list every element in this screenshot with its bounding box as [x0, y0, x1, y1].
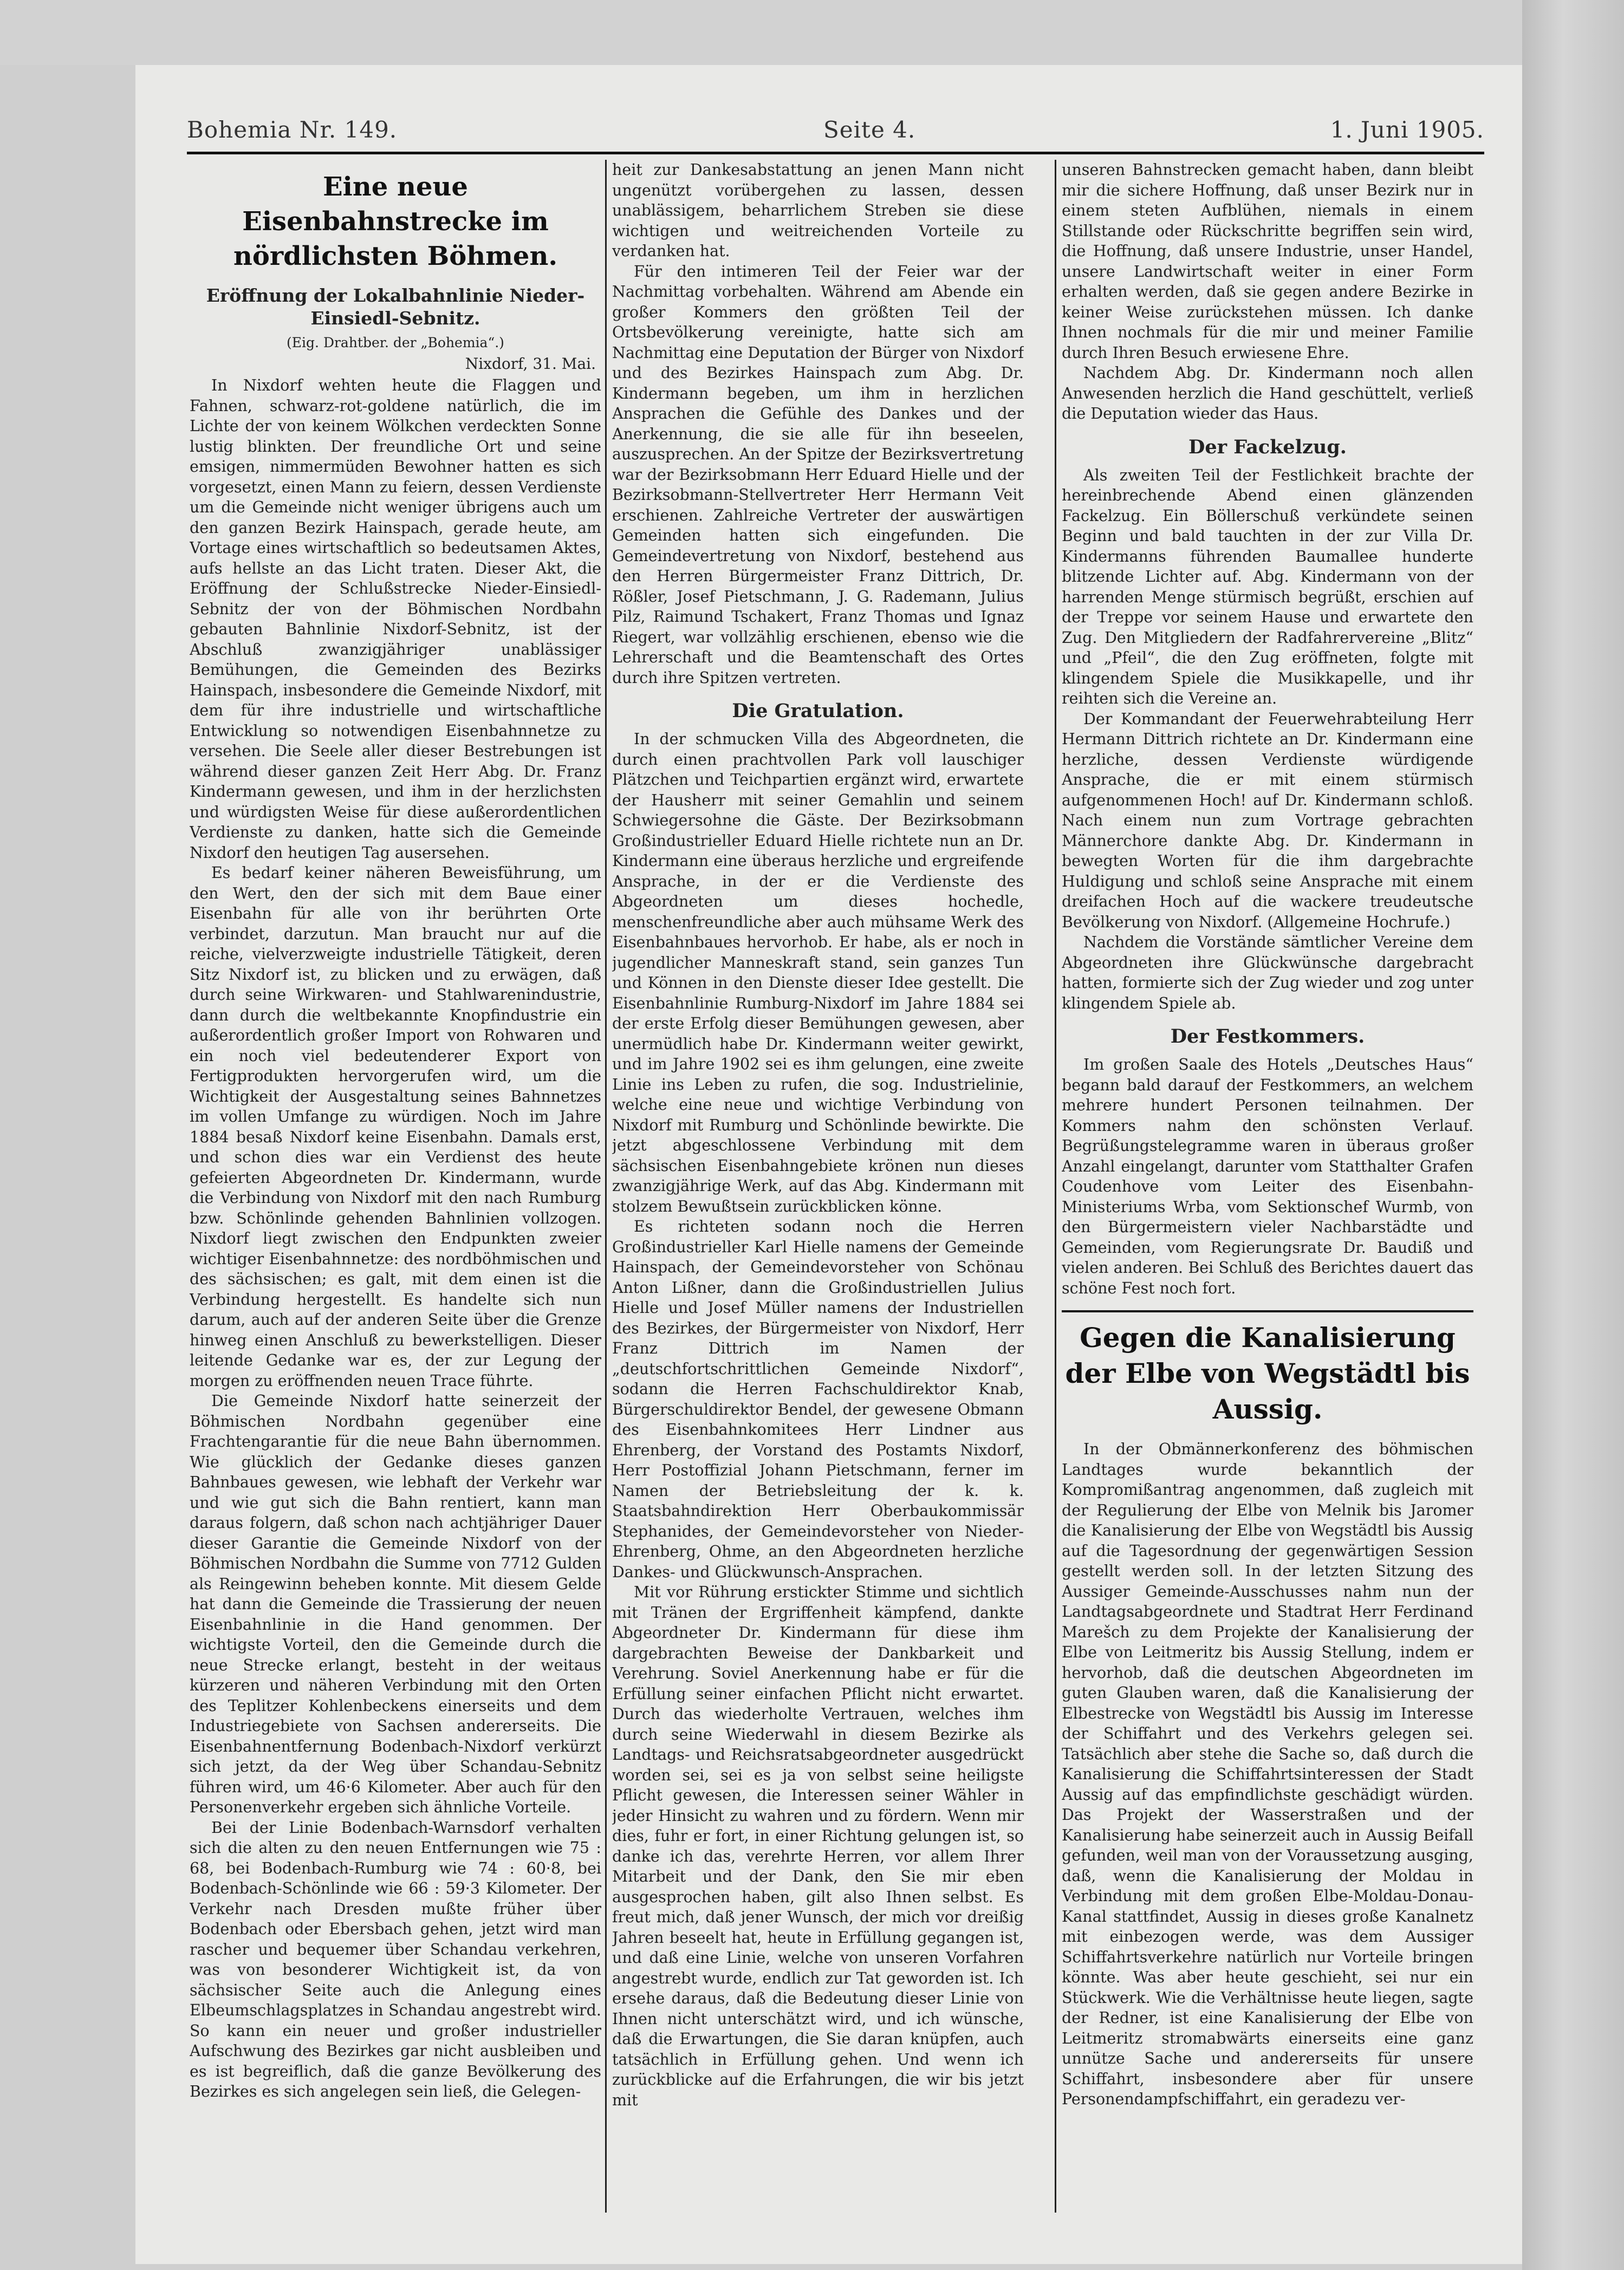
paragraph: heit zur Dankesabstattung an jenen Mann nicht ungenützt vorübergehen zu lassen, dessen unablässigem, beharrlichem Streben sie diese wichtigen und weitreichenden Vorteile zu verdanken hat.: [612, 161, 1024, 260]
article-separator: [1062, 1310, 1473, 1312]
article-headline-2: Gegen die Kanalisierung der Elbe von Wegstädtl bis Aussig.: [1065, 1322, 1470, 1425]
column-rule-2: [1055, 160, 1056, 2213]
paragraph: Nachdem die Vorstände sämtlicher Vereine dem Abgeordneten ihre Glückwünsche dargebracht hatten, formierte sich der Zug wieder und zog unter klingendem Spiele ab.: [1062, 933, 1473, 1012]
header-rule: [187, 152, 1484, 154]
column-2: [612, 160, 1024, 2213]
column-3: [1062, 160, 1473, 2213]
paragraph: Im großen Saale des Hotels „Deutsches Haus“ begann bald darauf der Festkommers, an welchem mehrere hundert Personen teilnahmen. Der Kommers nahm den schönsten Verlauf. Begrüßungstelegramme waren in überaus großer Anzahl eingelangt, darunter vom Statthalter Grafen Coudenhove vom Leiter des Eisenbahn-Ministeriums Wrba, vom Sektionschef Wurmb, von den Bürgermeistern vieler Nachbarstädte und Gemeinden, vom Regierungsrate Dr. Baudiß und vielen anderen. Bei Schluß des Berichtes dauert das schöne Fest noch fort.: [1062, 1056, 1473, 1297]
paragraph: Mit vor Rührung erstickter Stimme und sichtlich mit Tränen der Ergriffenheit kämpfend, dankte Abgeordneter Dr. Kindermann für diese ihm dargebrachten Beweise der Dankbarkeit und Verehrung. Soviel Anerkennung habe er für die Erfüllung seiner einfachen Pflicht nicht erwartet. Durch das wiederholte Vertrauen, welches ihm durch seine Wiederwahl in diesem Bezirke als Landtags- und Reichsratsabgeordneter ausgedrückt worden sei, sei es ja von selbst seine heiligste Pflicht gewesen, die Interessen seiner Wähler in jeder Hinsicht zu wahren und zu fördern. Wenn mir dies, fuhr er fort, in einer Richtung gelungen ist, so danke ich das, verehrte Herren, vor allem Ihrer Mitarbeit und der Dank, den Sie mir eben ausgesprochen haben, gilt also Ihnen selbst. Es freut mich, daß jener Wunsch, der mich vor dreißig Jahren beseelt hat, heute in Erfüllung gegangen ist, und daß eine Linie, welche von unseren Vorfahren angestrebt wurde, endlich zur Tat geworden ist. Ich ersehe daraus, daß die Bedeutung dieser Linie von Ihnen nicht unterschätzt wird, und ich wünsche, daß die Erwartungen, die Sie daran knüpfen, auch tatsächlich in Erfüllung gehen. Und wenn ich zurückblicke auf die Erfahrungen, die wir bis jetzt mit: [612, 1583, 1024, 2109]
column-rule-1: [605, 160, 607, 2213]
newspaper-page: [135, 65, 1522, 2264]
column-1: [190, 160, 601, 2213]
section-heading-fackelzug: Der Fackelzug.: [1188, 435, 1347, 458]
paragraph: unseren Bahnstrecken gemacht haben, dann bleibt mir die sichere Hoffnung, daß unser Bezirk nur in einem steten Aufblühen, niemals in einem Stillstande oder Rückschritte begriffen sein wird, die Hoffnung, daß unsere Industrie, unser Handel, unsere Landwirtschaft weiter in einer Form erhalten werden, daß sie gegen andere Bezirke in keiner Weise zurückstehen müssen. Ich danke Ihnen nochmals für die mir und meiner Familie durch Ihren Besuch erwiesene Ehre.: [1062, 161, 1473, 362]
page-header: [187, 116, 1484, 154]
paragraph: Bei der Linie Bodenbach-Warnsdorf verhalten sich die alten zu den neuen Entfernungen wie 75 : 68, bei Bodenbach-Rumburg wie 74 : 60·8, bei Bodenbach-Schönlinde wie 66 : 59·3 Kilometer. Der Verkehr nach Dresden mußte früher über Bodenbach oder Ebersbach gehen, jetzt wird man rascher und bequemer über Schandau verkehren, was von besonderer Wichtigkeit ist, da von sächsischer Seite auch die Anlegung eines Elbeumschlagsplatzes in Schandau angestrebt wird. So kann ein neuer und großer industrieller Aufschwung des Bezirkes gar nicht ausbleiben und es ist begreiflich, daß die ganze Bevölkerung des Bezirkes es sich angelegen sein ließ, die Gelegen-: [190, 1818, 601, 2100]
section-heading-festkommers: Der Festkommers.: [1170, 1025, 1365, 1048]
article-headline: Eine neue Eisenbahnstrecke im nördlichsten Böhmen.: [233, 172, 558, 271]
paragraph: In Nixdorf wehten heute die Flaggen und Fahnen, schwarz-rot-goldene natürlich, die im Lichte der von keinem Wölkchen verdeckten Sonne lustig blinkten. Der freundliche Ort und seine emsigen, nimmermüden Bewohner hatten es sich vorgesetzt, einen Mann zu feiern, dessen Verdienste um die Gemeinde nicht weniger übrigens auch um den ganzen Bezirk Hainspach, gerade heute, am Vortage eines wirtschaftlich so bedeutsamen Aktes, aufs hellste an das Licht traten. Dieser Akt, die Eröffnung der Schlußstrecke Nieder-Einsiedl-Sebnitz der von der Böhmischen Nordbahn gebauten Bahnlinie Nixdorf-Sebnitz, ist der Abschluß zwanzigjähriger unablässiger Bemühungen, die Gemeinden des Bezirks Hainspach, insbesondere die Gemeinde Nixdorf, mit dem für ihre industrielle und wirtschaftliche Entwicklung so notwendigen Eisenbahnnetze zu versehen. Die Seele aller dieser Bestrebungen ist während dieser ganzen Zeit Herr Abg. Dr. Franz Kindermann gewesen, und ihm in der herzlichsten und würdigsten Weise für diese außerordentlichen Verdienste zu danken, hatte sich die Gemeinde Nixdorf den heutigen Tag ausersehen.: [190, 376, 601, 862]
paragraph: Es bedarf keiner näheren Beweisführung, um den Wert, den der sich mit dem Baue einer Eisenbahn für alle von ihr berührten Orte verbindet, darzutun. Man braucht nur auf die reiche, vielverzweigte industrielle Tätigkeit, deren Sitz Nixdorf ist, zu blicken und zu erwägen, daß durch seine Wirkwaren- und Stahlwarenindustrie, dann durch die weltbekannte Knopfindustrie ein außerordentlich großer Import von Rohwaren und ein noch viel bedeutenderer Export von Fertigprodukten hervorgerufen wird, um die Wichtigkeit der Ausgestaltung seines Bahnnetzes im vollen Umfange zu würdigen. Noch im Jahre 1884 besaß Nixdorf keine Eisenbahn. Damals erst, und schon dies war ein Verdienst des heute gefeierten Abgeordneten Dr. Kindermann, wurde die Verbindung von Nixdorf mit den nach Rumburg bzw. Schönlinde gehenden Bahnlinien vollzogen. Nixdorf liegt zwischen den Endpunkten zweier wichtiger Eisenbahnnetze: des nordböhmischen und des sächsischen; es galt, mit dem einen ist die Verbindung hergestellt. Es handelte sich nun darum, auch auf der anderen Seite über die Grenze hinweg einen Anschluß zu bewerkstelligen. Dieser leitende Gedanke war es, der zur Legung der morgen zu eröffnenden neuen Trace führte.: [190, 864, 601, 1390]
paragraph: In der Obmännerkonferenz des böhmischen Landtages wurde bekanntlich der Kompromißantrag angenommen, daß zugleich mit der Regulierung der Elbe von Melnik bis Jaromer die Kanalisierung der Elbe von Wegstädtl bis Aussig auf die Tagesordnung der gegenwärtigen Session gestellt werden soll. In der letzten Sitzung des Aussiger Gemeinde-Ausschusses nahm nun der Landtagsabgeordnete und Stadtrat Herr Ferdinand Marešch zu dem Projekte der Kanalisierung der Elbe von Leitmeritz bis Aussig Stellung, indem er hervorhob, daß die deutschen Abgeordneten im guten Glauben waren, daß die Kanalisierung der Elbestrecke von Wegstädtl bis Aussig im Interesse der Schiffahrt und des Verkehrs gelegen sei. Tatsächlich aber stehe die Sache so, daß durch die Kanalisierung die Schiffahrtsinteressen der Stadt Aussig auf das empfindlichste geschädigt würden. Das Projekt der Wasserstraßen und der Kanalisierung habe seinerzeit auch in Aussig Beifall gefunden, weil man von der Voraussetzung ausging, daß, wenn die Kanalisierung der Moldau in Verbindung mit dem großen Elbe-Moldau-Donau-Kanal stattfindet, Aussig in dieses große Kanalnetz mit einbezogen werde, was dem Aussiger Schiffahrtsverkehre natürlich nur Vorteile bringen könnte. Was aber heute geschieht, sei nur ein Stückwerk. Wie die Verhältnisse heute liegen, sagte der Redner, ist eine Kanalisierung der Elbe von Leitmeritz stromabwärts einerseits eine ganz unnütze Sache und andererseits für unsere Schiffahrt, insbesondere aber für unsere Personendampfschiffahrt, ein geradezu ver-: [1062, 1440, 1473, 2108]
paragraph: Nachdem Abg. Dr. Kindermann noch allen Anwesenden herzlich die Hand geschüttelt, verließ die Deputation wieder das Haus.: [1062, 364, 1473, 422]
section-heading-gratulation: Die Gratulation.: [732, 700, 904, 722]
masthead-issue: Bohemia Nr. 149.: [187, 116, 398, 143]
scan-background-right: [1522, 0, 1624, 2270]
scan-background-top: [0, 0, 1624, 65]
page-number: Seite 4.: [823, 116, 916, 143]
paragraph: Als zweiten Teil der Festlichkeit brachte der hereinbrechende Abend einen glänzenden Fackelzug. Ein Böllerschuß verkündete seinen Beginn und bald tauchten in der zur Villa Dr. Kindermanns führenden Baumallee hunderte blitzende Lichter auf. Abg. Kindermann von der harrenden Menge stürmisch begrüßt, erschien auf der Treppe vor seinem Hause und erwartete den Zug. Den Mitgliedern der Radfahrervereine „Blitz“ und „Pfeil“, die den Zug eröffneten, folgte mit klingendem Spiele die Musikkapelle, und ihr reihten sich die Vereine an.: [1062, 466, 1473, 707]
paragraph: Für den intimeren Teil der Feier war der Nachmittag vorbehalten. Während am Abende ein großer Kommers den größten Teil der Ortsbevölkerung vereinigte, hatte sich am Nachmittag eine Deputation der Bürger von Nixdorf und des Bezirkes Hainspach zum Abg. Dr. Kindermann begeben, um ihm in herzlichen Ansprachen die Gefühle des Dankes und der Anerkennung, die sie alle für ihn beseelen, auszusprechen. An der Spitze der Bezirksvertretung war der Bezirksobmann Herr Eduard Hielle und der Bezirksobmann-Stellvertreter Herr Hermann Veit erschienen. Zahlreiche Vertreter der auswärtigen Gemeinden hatten sich eingefunden. Die Gemeindevertretung von Nixdorf, bestehend aus den Herren Bürgermeister Franz Dittrich, Dr. Rößler, Josef Pietschmann, J. G. Rademann, Julius Pilz, Raimund Tschakert, Franz Thomas und Ignaz Riegert, war vollzählig erschienen, ebenso wie die Lehrerschaft und die Beamtenschaft des Ortes durch ihre Spitzen vertreten.: [612, 262, 1024, 687]
issue-date: 1. Juni 1905.: [1330, 116, 1484, 143]
paragraph: Es richteten sodann noch die Herren Großindustrieller Karl Hielle namens der Gemeinde Hainspach, der Gemeindevorsteher von Schönau Anton Lißner, dann die Großindustriellen Julius Hielle und Josef Müller namens der Industriellen des Bezirkes, der Bürgermeister von Nixdorf, Herr Franz Dittrich im Namen der „deutschfortschrittlichen Gemeinde Nixdorf“, sodann die Herren Fachschuldirektor Knab, Bürgerschuldirektor Bendel, der gewesene Obmann des Eisenbahnkomitees Herr Lindner aus Ehrenberg, der Vorstand des Postamts Nixdorf, Herr Postoffizial Johann Pietschmann, ferner im Namen der Betriebsleitung der k. k. Staatsbahndirektion Herr Oberbaukommissär Stephanides, der Gemeindevorsteher von Nieder-Ehrenberg, Ohme, an den Abgeordneten herzliche Dankes- und Glückwunsch-Ansprachen.: [612, 1218, 1024, 1581]
article-credit: (Eig. Drahtber. der „Bohemia“.): [287, 335, 504, 350]
paragraph: Die Gemeinde Nixdorf hatte seinerzeit der Böhmischen Nordbahn gegenüber eine Frachtengarantie für die neue Bahn übernommen. Wie glücklich der Gedanke dieses ganzen Bahnbaues gewesen, wie lebhaft der Verkehr war und wie gut sich die Bahn rentiert, kann man daraus folgern, daß schon nach achtjähriger Dauer dieser Garantie die Gemeinde Nixdorf von der Böhmischen Nordbahn die Summe von 7712 Gulden als Reingewinn beheben konnte. Mit diesem Gelde hat dann die Gemeinde die Trassierung der neuen Eisenbahnlinie in die Hand genommen. Der wichtigste Vorteil, den die Gemeinde durch die neue Strecke erlangt, besteht in der weitaus kürzeren und näheren Verbindung mit den Orten des Teplitzer Kohlenbeckens einerseits und dem Industriegebiete von Sachsen andererseits. Die Eisenbahnentfernung Bodenbach-Nixdorf verkürzt sich jetzt, da der Weg über Schandau-Sebnitz führen wird, um 46·6 Kilometer. Aber auch für den Personenverkehr ergeben sich ähnliche Vorteile.: [190, 1392, 601, 1816]
article-subhead: Eröffnung der Lokalbahnlinie Nieder-Einsiedl-Sebnitz.: [206, 285, 585, 329]
article-dateline: Nixdorf, 31. Mai.: [465, 355, 596, 373]
paragraph: In der schmucken Villa des Abgeordneten, die durch einen prachtvollen Park voll lauschiger Plätzchen und Teichpartien ergänzt wird, erwartete der Hausherr mit seiner Gemahlin und seinem Schwiegersohne die Gäste. Der Bezirksobmann Großindustrieller Eduard Hielle richtete nun an Dr. Kindermann eine überaus herzliche und ergreifende Ansprache, in der er die Verdienste des Abgeordneten um dieses hochedle, menschenfreundliche aber auch mühsame Werk des Eisenbahnbaues hervorhob. Er habe, als er noch in jugendlicher Manneskraft stand, sein ganzes Tun und Können in den Dienste dieser Idee gestellt. Die Eisenbahnlinie Rumburg-Nixdorf im Jahre 1884 sei der erste Erfolg dieser Bemühungen gewesen, aber unermüdlich habe Dr. Kindermann weiter gewirkt, und im Jahre 1902 sei es ihm gelungen, eine zweite Linie ins Leben zu rufen, die sog. Industrielinie, welche eine neue und wichtige Verbindung von Nixdorf mit Rumburg und Schönlinde bewirkte. Die jetzt abgeschlossene Verbindung mit dem sächsischen Eisenbahngebiete krönen nun dieses zwanzigjährige Werk, auf das Abg. Kindermann mit stolzem Bewußtsein zurückblicken könne.: [612, 730, 1024, 1215]
paragraph: Der Kommandant der Feuerwehrabteilung Herr Hermann Dittrich richtete an Dr. Kindermann eine herzliche, dessen Verdienste würdigende Ansprache, die er mit einem stürmisch aufgenommenen Hoch! auf Dr. Kindermann schloß. Nach einem nun zum Vortrage gebrachten Männerchore dankte Abg. Dr. Kindermann in bewegten Worten für die ihm dargebrachte Huldigung und schloß seine Ansprache mit einem dreifachen Hoch auf die wackere treudeutsche Bevölkerung von Nixdorf. (Allgemeine Hochrufe.): [1062, 710, 1473, 931]
